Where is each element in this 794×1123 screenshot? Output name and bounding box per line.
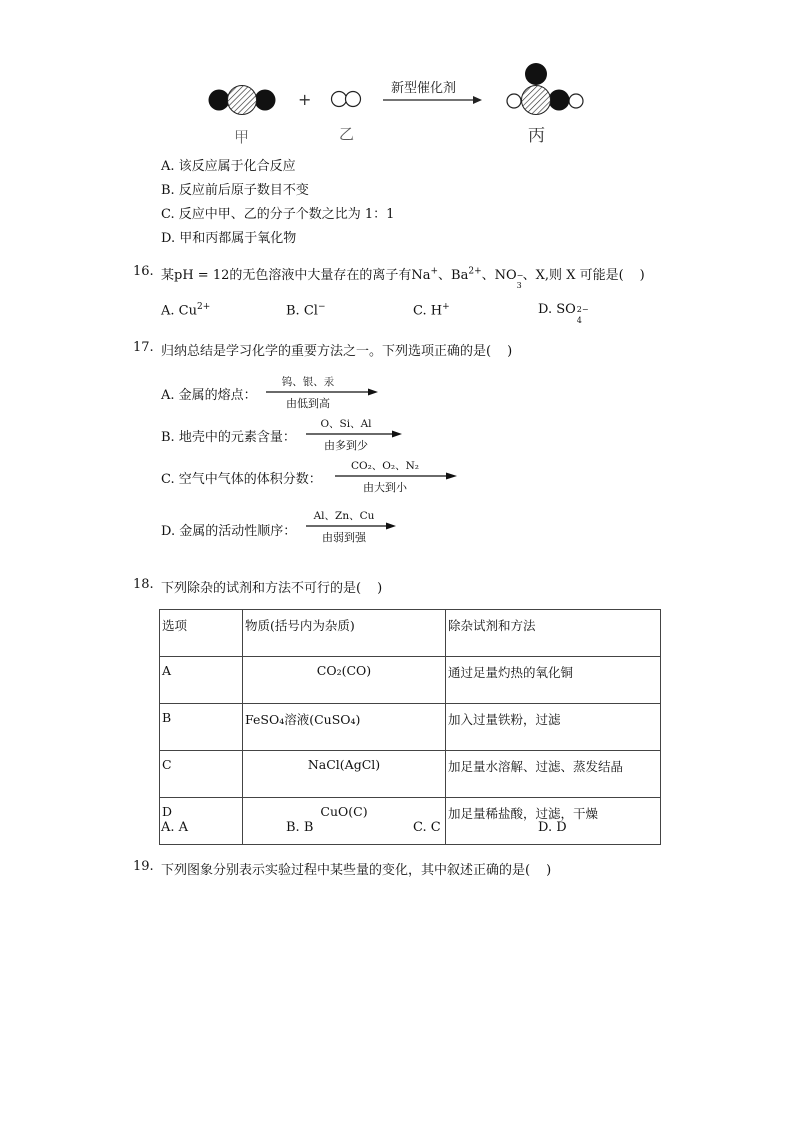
label-bing: 丙	[528, 126, 545, 146]
table-header-cell: 除杂试剂和方法	[446, 610, 661, 657]
table-cell: 加入过量铁粉，过滤	[446, 704, 661, 751]
q17-stem: 归纳总结是学习化学的重要方法之一。下列选项正确的是( )	[161, 344, 513, 359]
q17-number: 17.	[133, 340, 154, 355]
q18-stem: 下列除杂的试剂和方法不可行的是( )	[161, 581, 383, 596]
molecule-bing	[507, 63, 583, 115]
q16-option-a[interactable]: A. $Cu^{2+}$	[161, 302, 211, 319]
molecule-yi	[332, 92, 361, 107]
q17-c-arrow: CO₂、O₂、N₂ 由大到小	[335, 458, 459, 494]
table-cell: 加足量稀盐酸，过滤，干燥	[446, 798, 661, 845]
table-cell: CO₂(CO)	[243, 657, 446, 704]
q15-option-d[interactable]: D. 甲和丙都属于氧化物	[161, 231, 297, 246]
q17-a-arrow: 钨、银、汞 由低到高	[266, 374, 380, 410]
table-header-cell: 选项	[160, 610, 243, 657]
table-row	[160, 704, 661, 751]
q17-option-b[interactable]: B. 地壳中的元素含量：	[161, 430, 296, 445]
q18-option-a[interactable]: A. A	[161, 820, 189, 835]
plus-sign: +	[298, 90, 312, 109]
table-cell: FeSO₄溶液(CuSO₄)	[243, 704, 446, 751]
table-cell: A	[160, 657, 243, 704]
table-header-cell: 物质(括号内为杂质)	[243, 610, 446, 657]
q16-stem: 某pH = 12的无色溶液中大量存在的离子有Na+、$Ba^{2+}$、NO − 3 、X,则 X 可能是( )	[161, 266, 645, 290]
table-cell: 通过足量灼热的氧化铜	[446, 657, 661, 704]
q17-d-arrow: Al、Zn、Cu 由弱到强	[306, 508, 398, 544]
molecule-jia	[209, 86, 276, 115]
q18-option-d[interactable]: D. D	[538, 820, 567, 835]
table-row	[160, 798, 661, 845]
q18-option-b[interactable]: B. B	[286, 820, 314, 835]
q15-option-b[interactable]: B. 反应前后原子数目不变	[161, 183, 309, 198]
q18-table	[159, 609, 661, 845]
q17-option-a[interactable]: A. 金属的熔点：	[161, 388, 257, 403]
q16-option-d[interactable]: D. SO 2− 4	[538, 302, 589, 325]
table-cell: C	[160, 751, 243, 798]
table-cell: D	[160, 798, 243, 845]
q19-number: 19.	[133, 859, 154, 874]
q19-stem: 下列图象分别表示实验过程中某些量的变化，其中叙述正确的是( )	[161, 863, 552, 878]
label-jia: 甲	[234, 128, 250, 146]
table-cell: B	[160, 704, 243, 751]
q18-number: 18.	[133, 577, 154, 592]
q17-option-c[interactable]: C. 空气中气体的体积分数：	[161, 472, 322, 487]
q17-b-arrow: O、Si、Al 由多到少	[306, 416, 404, 452]
table-header-row	[160, 610, 661, 657]
q15-option-a[interactable]: A. 该反应属于化合反应	[161, 159, 296, 174]
table-cell: CuO(C)	[243, 798, 446, 845]
q18-option-c[interactable]: C. C	[413, 820, 441, 835]
catalyst-label: 新型催化剂	[391, 81, 457, 96]
table-cell: 加足量水溶解、过滤、蒸发结晶	[446, 751, 661, 798]
label-yi: 乙	[339, 125, 355, 143]
table-row	[160, 657, 661, 704]
q17-option-d[interactable]: D. 金属的活动性顺序：	[161, 524, 297, 539]
table-row	[160, 751, 661, 798]
table-cell: NaCl(AgCl)	[243, 751, 446, 798]
q16-option-c[interactable]: C. H+	[413, 302, 450, 319]
q15-option-c[interactable]: C. 反应中甲、乙的分子个数之比为 1：1	[161, 207, 395, 222]
q16-number: 16.	[133, 264, 154, 279]
q16-option-b[interactable]: B. Cl−	[286, 302, 326, 319]
